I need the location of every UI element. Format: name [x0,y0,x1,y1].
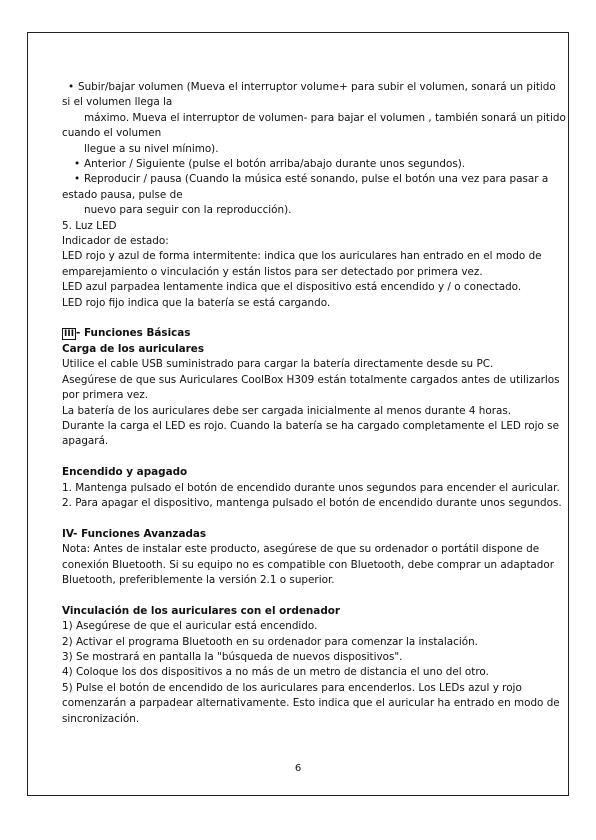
text-line: 1. Mantenga pulsado el botón de encendido durante unos segundos para encender el auricular. [62,481,560,494]
text-line: 4) Coloque los dos dispositivos a no más de un metro de distancia el uno del otro. [62,666,489,679]
text-line: 2. Para apagar el dispositivo, mantenga pulsado el botón de encendido durante unos segundos. [62,496,562,509]
text-line: LED rojo y azul de forma intermitente: indica que los auriculares han entrado en el modo de [62,250,542,263]
text-line: Indicador de estado: [62,235,169,248]
text-line: La batería de los auriculares debe ser cargada inicialmente al menos durante 4 horas. [62,404,512,417]
bullet-icon: • [68,81,75,93]
bullet-icon: • [74,173,81,186]
text-line: Bluetooth, preferiblemente la versión 2.1 o superior. [62,573,335,586]
section-title-led: 5. Luz LED [62,219,117,232]
bullet-volume [62,80,556,95]
text-line: por primera vez. [62,389,149,402]
text-line: 2) Activar el programa Bluetooth en su ordenador para comenzar la instalación. [62,635,478,648]
text-line: comenzarán a parpadear alternativamente. Esto indica que el auricular ha entrado en modo de [62,697,560,710]
text-line: 3) Se mostrará en pantalla la "búsqueda de nuevos dispositivos". [62,650,403,663]
subheading-charge: Carga de los auriculares [62,342,205,355]
text-line: Nota: Antes de instalar este producto, asegúrese de que su ordenador o portátil dispone de [62,543,540,556]
spacer [62,588,542,603]
spacer [62,450,542,465]
text-line: 5) Pulse el botón de encendido de los auriculares para encenderlos. Los LEDs azul y rojo [62,681,522,694]
text-line: estado pausa, pulse de [62,188,183,201]
text-line: nuevo para seguir con la reproducción). [84,204,292,217]
bullet-icon: • [74,158,81,171]
text-line: llegue a su nivel mínimo). [84,142,219,155]
document-body [62,80,566,727]
text-line: Utilice el cable USB suministrado para cargar la batería directamente desde su PC. [62,358,494,371]
text-line: LED rojo fijo indica que la batería se está cargando. [62,296,331,309]
text-line: 1) Asegúrese de que el auricular está encendido. [62,620,318,633]
subheading-power: Encendido y apagado [62,466,188,479]
bullet-play [62,172,549,187]
text-line: emparejamiento o vinculación y están listos para ser detectado por primera vez. [62,265,483,278]
text-line: Durante la carga el LED es rojo. Cuando la batería se ha cargado completamente el LED rojo se [62,419,559,432]
text-line: Asegúrese de que sus Auriculares CoolBox H309 están totalmente cargados antes de utilizarlos [62,373,560,386]
text-line: Subir/bajar volumen (Mueva el interruptor volume+ para subir el volumen, sonará un pitido [78,81,556,93]
text-line: apagará. [62,435,109,448]
text-line: cuando el volumen [62,127,162,140]
text-line: máximo. Mueva el interruptor de volumen- para bajar el volumen , también sonará un pitido [84,111,566,124]
text-line: Reproducir / pausa (Cuando la música esté sonando, pulse el botón una vez para pasar a [84,173,549,186]
heading-text: - Funciones Básicas [76,327,191,340]
spacer [62,511,542,526]
text-line: sincronización. [62,712,140,725]
spacer [62,311,542,326]
page-number: 6 [294,763,302,774]
text-line: conexión Bluetooth. Si su equipo no es compatible con Bluetooth, debe comprar un adaptador [62,558,554,571]
bullet-prev-next [62,157,542,172]
text-line: si el volumen llega la [62,96,173,109]
section-heading-basic [62,326,542,341]
text-line: LED azul parpadea lentamente indica que el dispositivo está encendido y / o conectado. [62,281,522,294]
subheading-pairing: Vinculación de los auriculares con el ordenador [62,604,341,617]
section-heading-advanced: IV- Funciones Avanzadas [62,527,207,540]
roman-numeral: III [64,329,75,340]
text-line: Anterior / Siguiente (pulse el botón arriba/abajo durante unos segundos). [84,158,466,171]
